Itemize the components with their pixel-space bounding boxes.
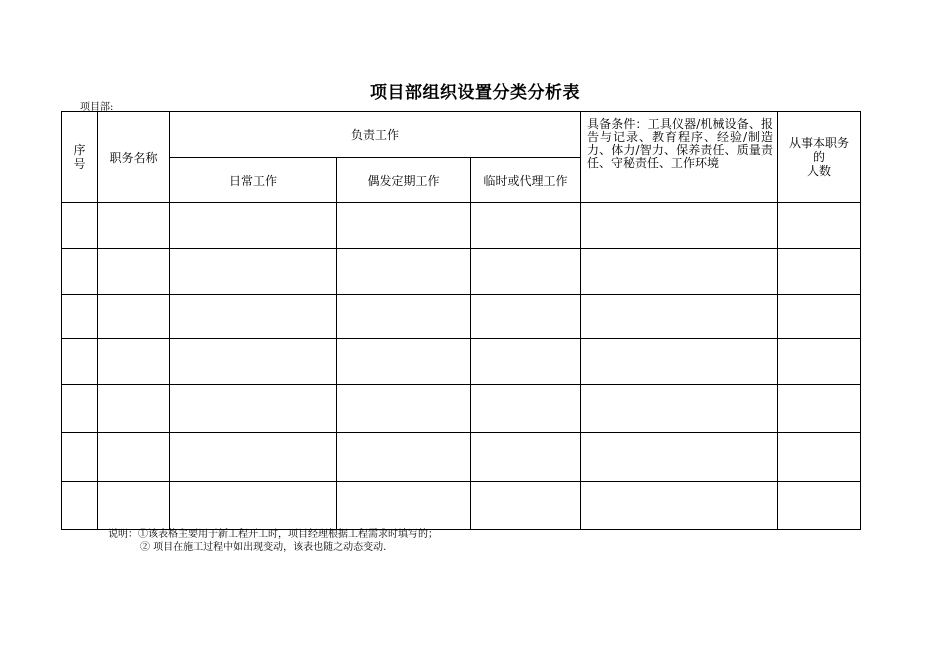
daily-work-cell[interactable] <box>170 203 337 249</box>
periodic-work-cell[interactable] <box>337 203 471 249</box>
headcount-cell[interactable] <box>778 203 861 249</box>
temporary-work-cell[interactable] <box>471 249 581 295</box>
periodic-work-cell[interactable] <box>337 433 471 482</box>
position-name-cell[interactable] <box>98 339 170 385</box>
table-row <box>62 433 861 482</box>
position-name-cell[interactable] <box>98 482 170 530</box>
table-row <box>62 249 861 295</box>
daily-work-cell[interactable] <box>170 385 337 433</box>
periodic-work-cell[interactable] <box>337 249 471 295</box>
table-row <box>62 385 861 433</box>
position-name-cell[interactable] <box>98 249 170 295</box>
position-name-cell[interactable] <box>98 203 170 249</box>
seq-header <box>62 112 98 203</box>
temporary-work-cell[interactable] <box>471 203 581 249</box>
temporary-work-cell[interactable] <box>471 482 581 530</box>
analysis-table <box>61 111 861 530</box>
seq-cell[interactable] <box>62 203 98 249</box>
project-dept-label: 项目部: <box>80 102 114 113</box>
table-row <box>62 295 861 339</box>
position-name-header: 职务名称 <box>98 112 170 203</box>
seq-header-line2: 号 <box>73 157 86 171</box>
seq-cell[interactable] <box>62 385 98 433</box>
table-row <box>62 203 861 249</box>
daily-work-cell[interactable] <box>170 339 337 385</box>
periodic-work-cell[interactable] <box>337 295 471 339</box>
temporary-work-header: 临时或代理工作 <box>471 158 581 203</box>
headcount-cell[interactable] <box>778 385 861 433</box>
periodic-work-header: 偶发定期工作 <box>337 158 471 203</box>
requirements-cell[interactable] <box>581 433 778 482</box>
headcount-cell[interactable] <box>778 249 861 295</box>
page-title: 项目部组织设置分类分析表 <box>370 83 580 103</box>
daily-work-cell[interactable] <box>170 249 337 295</box>
notes <box>108 528 438 554</box>
temporary-work-cell[interactable] <box>471 433 581 482</box>
headcount-header-line2: 的 <box>813 150 826 164</box>
requirements-cell[interactable] <box>581 385 778 433</box>
position-name-cell[interactable] <box>98 433 170 482</box>
responsibility-header: 负责工作 <box>170 112 581 158</box>
table-row <box>62 339 861 385</box>
daily-work-header: 日常工作 <box>170 158 337 203</box>
daily-work-cell[interactable] <box>170 433 337 482</box>
seq-cell[interactable] <box>62 295 98 339</box>
headcount-header-line1: 从事本职务 <box>789 136 850 150</box>
daily-work-cell[interactable] <box>170 482 337 530</box>
seq-header-line1: 序 <box>73 143 86 157</box>
headcount-cell[interactable] <box>778 295 861 339</box>
requirements-cell[interactable] <box>581 203 778 249</box>
headcount-cell[interactable] <box>778 339 861 385</box>
seq-cell[interactable] <box>62 433 98 482</box>
requirements-cell[interactable] <box>581 482 778 530</box>
position-name-cell[interactable] <box>98 385 170 433</box>
periodic-work-cell[interactable] <box>337 339 471 385</box>
requirements-cell[interactable] <box>581 295 778 339</box>
periodic-work-cell[interactable] <box>337 385 471 433</box>
headcount-cell[interactable] <box>778 433 861 482</box>
seq-cell[interactable] <box>62 339 98 385</box>
headcount-header <box>778 112 861 203</box>
header-row-1 <box>62 112 861 158</box>
seq-cell[interactable] <box>62 249 98 295</box>
headcount-cell[interactable] <box>778 482 861 530</box>
headcount-header-line3: 人数 <box>807 164 832 178</box>
requirements-cell[interactable] <box>581 249 778 295</box>
temporary-work-cell[interactable] <box>471 385 581 433</box>
requirements-header: 具备条件：工具仪器/机械设备、报告与记录、教育程序、经验/制造力、体力/智力、保养责任、质量责任、守秘责任、工作环境 <box>581 112 778 203</box>
periodic-work-cell[interactable] <box>337 482 471 530</box>
table-row <box>62 482 861 530</box>
seq-cell[interactable] <box>62 482 98 530</box>
temporary-work-cell[interactable] <box>471 295 581 339</box>
note-line-1: 说明：①该表格主要用于新工程开工时，项目经理根据工程需求时填写的； <box>108 529 438 540</box>
daily-work-cell[interactable] <box>170 295 337 339</box>
requirements-cell[interactable] <box>581 339 778 385</box>
note-line-2: ② 项目在施工过程中如出现变动，该表也随之动态变动. <box>140 542 387 553</box>
temporary-work-cell[interactable] <box>471 339 581 385</box>
position-name-cell[interactable] <box>98 295 170 339</box>
